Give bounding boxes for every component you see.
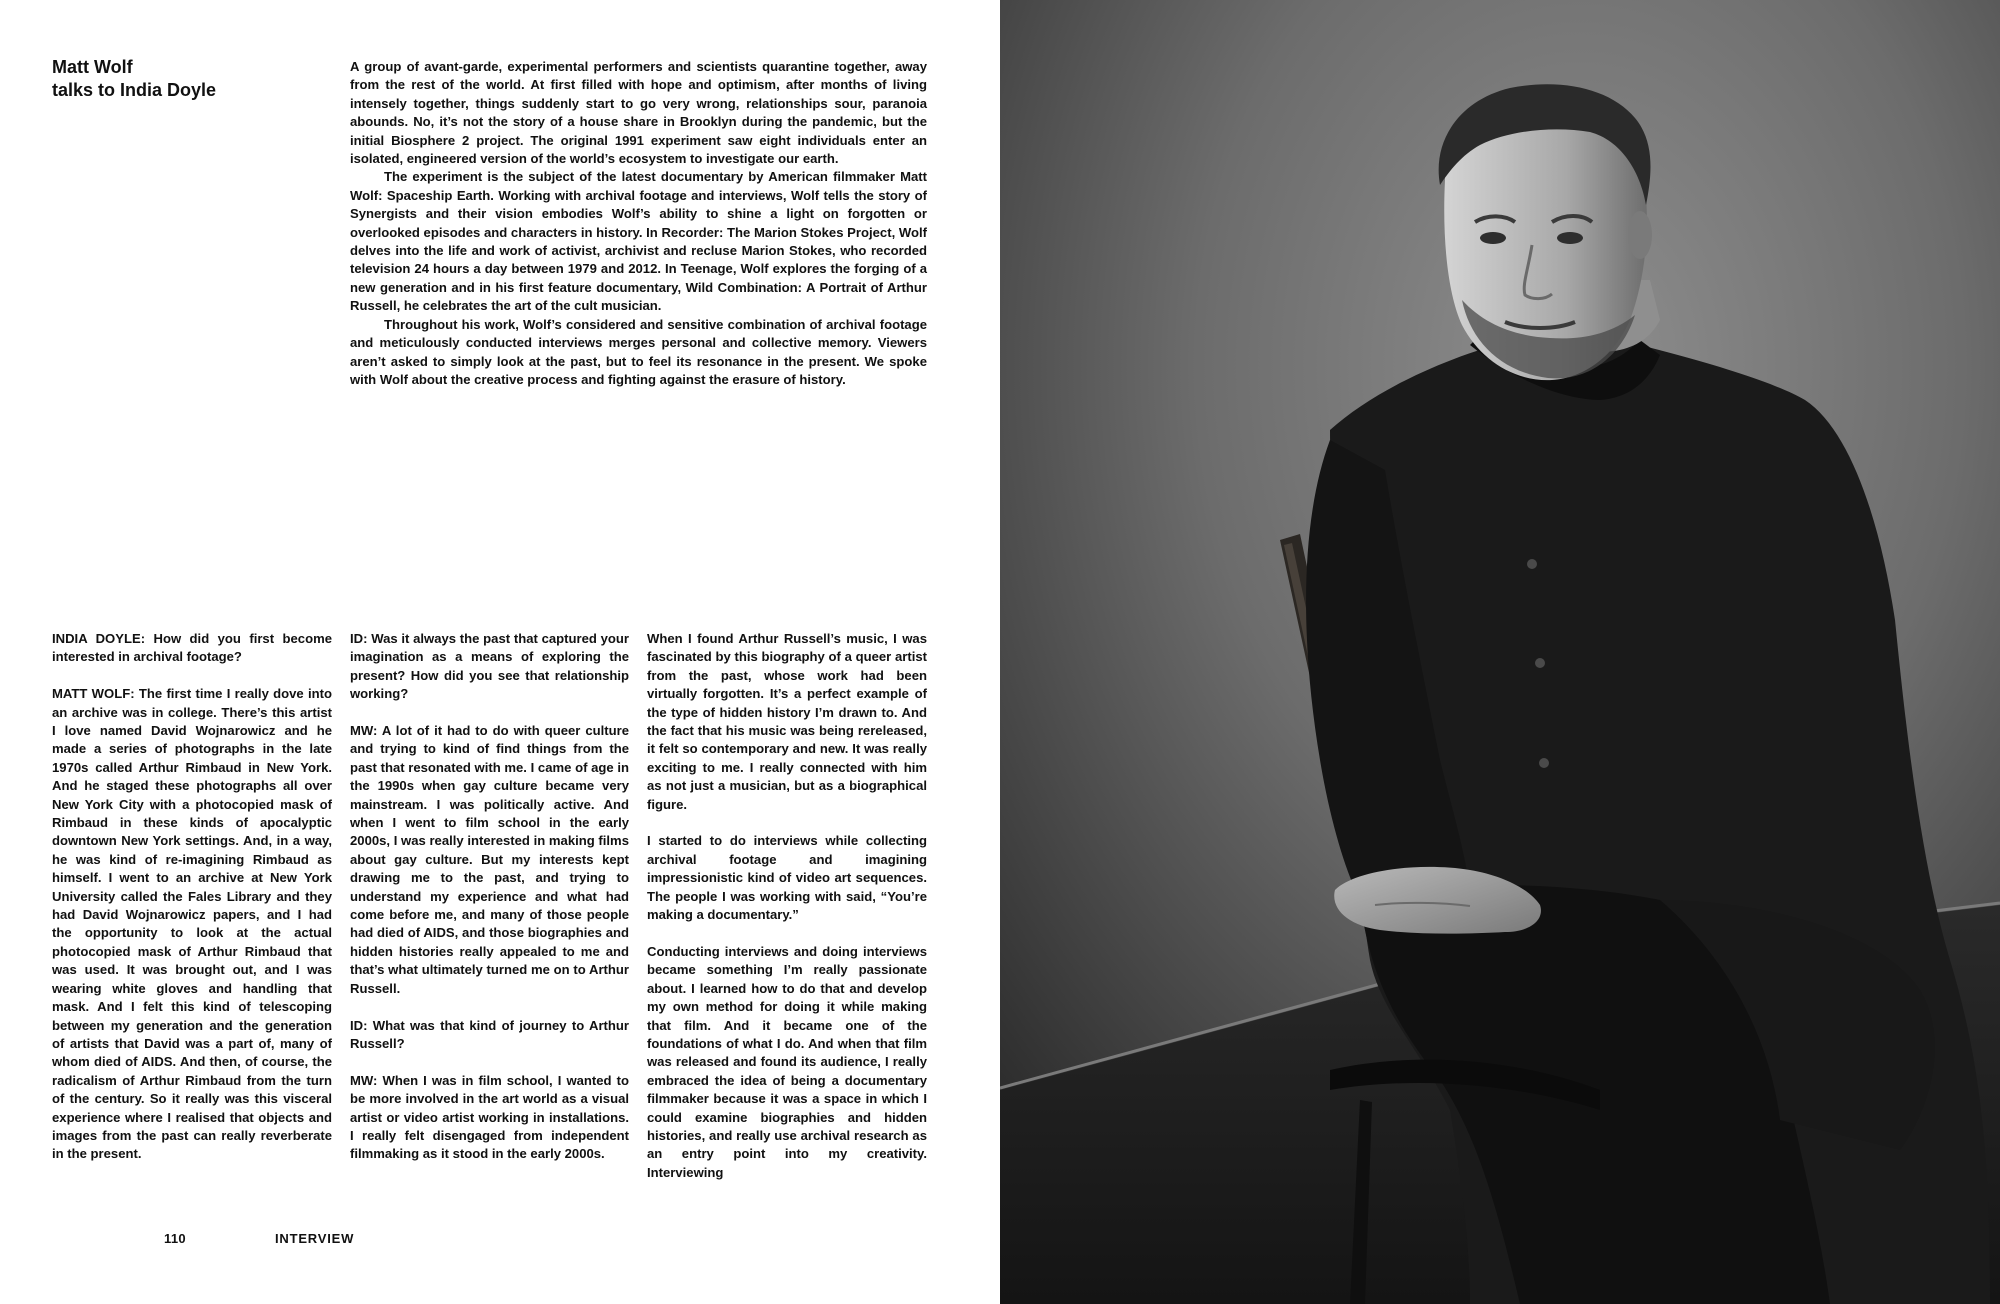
interview-paragraph: MW: When I was in film school, I wanted to be more involved in the art world as a visual artist or video artist working in installations. I really felt disengaged from independent filmmaking as it stood in the early 2000s. [350,1072,629,1162]
intro-paragraph: The experiment is the subject of the latest documentary by American filmmaker Matt Wolf: Spaceship Earth. Working with archival footage and interviews, Wolf tells the story of Synergists and their vision embodies Wolf’s ability to shine a light on forgotten or overlooked episodes and characters in history. In Recorder: The Marion Stokes Project, Wolf delves into the life and work of activist, archivist and recluse Marion Stokes, who recorded television 24 hours a day between 1979 and 2012. In Teenage, Wolf explores the forging of a new generation and in his first feature documentary, Wild Combination: A Portrait of Arthur Russell, he celebrates the art of the cult musician. [350,169,927,314]
intro-paragraph: Throughout his work, Wolf’s considered and sensitive combination of archival footage and meticulously conducted interviews merges personal and collective memory. Viewers aren’t asked to simply look at the past, but to feel its resonance in the present. We spoke with Wolf about the creative process and fighting against the erasure of history. [350,316,927,387]
interview-column-2 [350,630,629,1182]
title-line-2: talks to India Doyle [52,80,217,100]
portrait-photo [1000,0,2000,1304]
intro-text [350,58,927,389]
ear [1628,211,1652,259]
interview-paragraph: INDIA DOYLE: How did you first become interested in archival footage? [52,631,332,665]
interview-paragraph: MATT WOLF: The first time I really dove into an archive was in college. There’s this artist I love named David Wojnarowicz and he made a series of photographs in the late 1970s called Arthur Rimbaud in New York. And he staged these photographs all over New York City with a photocopied mask of Rimbaud in these kinds of apocalyptic downtown New York settings. And, in a way, he was kind of re-imagining Rimbaud as himself. I went to an archive at New York University called the Fales Library and they had David Wojnarowicz papers, and I had the opportunity to look at the actual photocopied mask of Arthur Rimbaud that was used. It was brought out, and I was wearing white gloves and handling that mask. And I felt this kind of telescoping between my generation and the generation of artists that David was a part of, many of whom died of AIDS. And then, of course, the radicalism of Arthur Rimbaud from the turn of the century. So it really was this visceral experience where I realised that objects and images from the past can really reverberate in the present. [52,686,332,1162]
intro-paragraph: A group of avant-garde, experimental performers and scientists quarantine together, away from the rest of the world. At first filled with hope and optimism, after months of living intensely together, things suddenly start to go very wrong, relationships sour, paranoia abounds. No, it’s not the story of a house share in Brooklyn during the pandemic, but the initial Biosphere 2 project. The original 1991 experiment saw eight individuals enter an isolated, engineered version of the world’s ecosystem to investigate our earth. [350,59,927,167]
interview-paragraph: ID: What was that kind of journey to Arthur Russell? [350,1017,629,1051]
interview-paragraph: I started to do interviews while collecting archival footage and imagining impressionistic kind of video art sequences. The people I was working with said, “You’re making a documentary.” [647,833,927,923]
interview-paragraph: MW: A lot of it had to do with queer culture and trying to kind of find things from the past that resonated with me. I came of age in the 1990s when gay culture became very mainstream. I was politically active. And when I went to film school in the early 2000s, I was really interested in making films about gay culture. But my interests kept drawing me to the past, and trying to understand my experience and what had come before me, and many of those people had died of AIDS, and those biographies and hidden histories really appealed to me and that’s what ultimately turned me on to Arthur Russell. [350,723,629,996]
title-line-1: Matt Wolf [52,57,133,77]
interview-paragraph: Conducting interviews and doing interviews became something I’m really passionate about. I learned how to do that and develop my own method for doing it while making that film. And it became one of the foundations of what I do. And when that film was released and found its audience, I really embraced the idea of being a documentary filmmaker because it was a space in which I could examine biographies and hidden histories, and really use archival research as an entry point into my creativity. Interviewing [647,943,927,1180]
eye [1480,232,1506,244]
portrait-illustration [1000,0,2000,1304]
interview-column-1 [52,630,332,1182]
shirt-button [1527,559,1537,569]
page-number: 110 [164,1231,186,1246]
eye [1557,232,1583,244]
interview-column-3 [647,630,927,1201]
section-label: INTERVIEW [275,1231,355,1246]
article-title [52,56,312,102]
interview-paragraph: When I found Arthur Russell’s music, I was fascinated by this biography of a queer artist from the past, whose work had been virtually forgotten. It’s a perfect example of the type of hidden history I’m drawn to. And the fact that his music was being rereleased, it felt so contemporary and new. It was really exciting to me. I really connected with him as not just a musician, but as a biographical figure. [647,631,927,812]
shirt-button [1539,758,1549,768]
interview-paragraph: ID: Was it always the past that captured your imagination as a means of exploring the present? How did you see that relationship working? [350,631,629,702]
shirt-button [1535,658,1545,668]
